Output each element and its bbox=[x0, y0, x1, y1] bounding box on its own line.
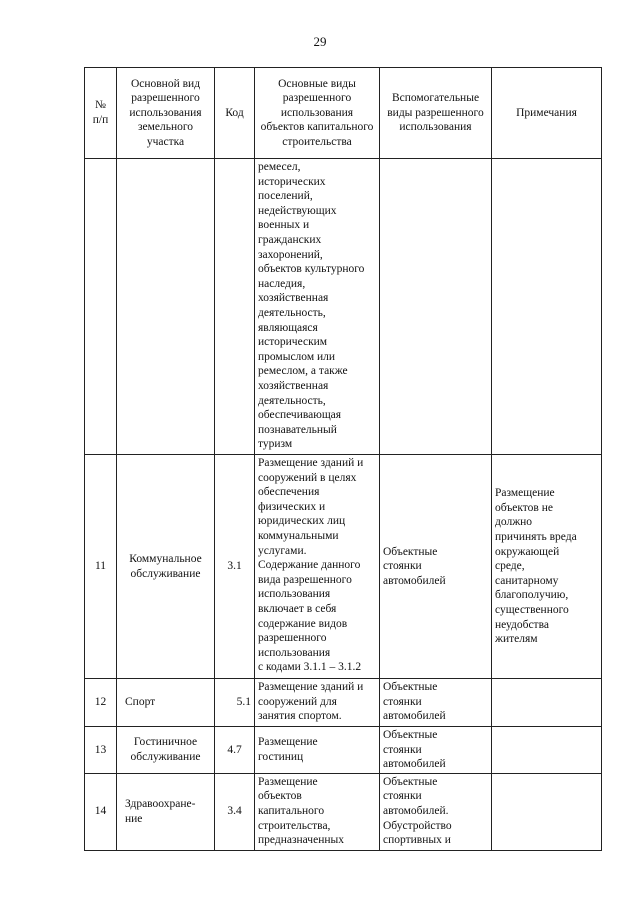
header-main-use: Основной вид разрешенного использования земельного участка bbox=[117, 68, 215, 159]
row-capital-objects: Размещение объектов капитального строительства, предназначенных bbox=[255, 773, 380, 850]
row-code: 3.4 bbox=[215, 773, 255, 850]
row-num: 14 bbox=[85, 773, 117, 850]
row-capital-objects: Размещение зданий и сооружений в целях обеспечения физических и юридических лиц коммунальными услугами. Содержание данного вида разрешенного использования включает в себя содержание видов разрешенного использования с кодами 3.1.1 – 3.1.2 bbox=[255, 455, 380, 679]
row-code: 3.1 bbox=[215, 455, 255, 679]
row-auxiliary: Объектные стоянки автомобилей bbox=[380, 727, 492, 774]
page-number: 29 bbox=[313, 34, 327, 49]
row-code: 5.1 bbox=[215, 679, 255, 727]
row-code bbox=[215, 159, 255, 455]
row-notes bbox=[492, 159, 602, 455]
row-main-use: Спорт bbox=[117, 679, 215, 727]
row-main-use: Коммунальное обслуживание bbox=[117, 455, 215, 679]
land-use-table bbox=[84, 67, 602, 851]
header-code: Код bbox=[215, 68, 255, 159]
table-row bbox=[85, 455, 602, 679]
row-capital-objects: Размещение гостиниц bbox=[255, 727, 380, 774]
header-auxiliary: Вспомогательные виды разрешенного использования bbox=[380, 68, 492, 159]
header-notes: Примечания bbox=[492, 68, 602, 159]
row-main-use bbox=[117, 159, 215, 455]
table-row bbox=[85, 679, 602, 727]
row-num: 13 bbox=[85, 727, 117, 774]
row-auxiliary: Объектные стоянки автомобилей bbox=[380, 679, 492, 727]
table-row bbox=[85, 773, 602, 850]
row-main-use: Гостиничное обслуживание bbox=[117, 727, 215, 774]
row-capital-objects: ремесел, исторических поселений, недействующих военных и гражданских захоронений, объектов культурного наследия, хозяйственная деятельность, являющаяся историческим промыслом или ремеслом, а также хозяйственная деятельность, обеспечивающая познавательный туризм bbox=[255, 159, 380, 455]
row-code: 4.7 bbox=[215, 727, 255, 774]
table-row bbox=[85, 727, 602, 774]
row-notes: Размещение объектов не должно причинять вреда окружающей среде, санитарному благополучию, существенного неудобства жителям bbox=[492, 455, 602, 679]
row-notes bbox=[492, 727, 602, 774]
row-auxiliary bbox=[380, 159, 492, 455]
row-notes bbox=[492, 773, 602, 850]
row-auxiliary: Объектные стоянки автомобилей. Обустройство спортивных и bbox=[380, 773, 492, 850]
row-main-use: Здравоохране- ние bbox=[117, 773, 215, 850]
header-num: № п/п bbox=[85, 68, 117, 159]
row-auxiliary: Объектные стоянки автомобилей bbox=[380, 455, 492, 679]
table-row bbox=[85, 159, 602, 455]
row-num: 11 bbox=[85, 455, 117, 679]
row-notes bbox=[492, 679, 602, 727]
header-capital-objects: Основные виды разрешенного использования объектов капитального строительства bbox=[255, 68, 380, 159]
row-num bbox=[85, 159, 117, 455]
row-num: 12 bbox=[85, 679, 117, 727]
header-row bbox=[85, 68, 602, 159]
row-capital-objects: Размещение зданий и сооружений для занятия спортом. bbox=[255, 679, 380, 727]
